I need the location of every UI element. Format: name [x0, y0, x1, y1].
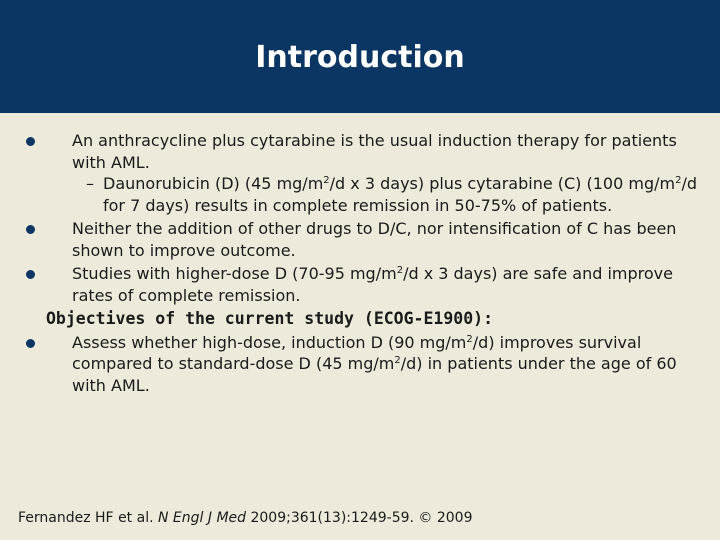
bullet-item [14, 332, 714, 397]
title-bar [0, 0, 720, 113]
bullet-dot-icon [26, 270, 35, 279]
bullet-text: Studies with higher-dose D (70-95 $mg/m^2/d$ x 3 days) are safe and improve rates of complete remission. [72, 264, 673, 305]
dash-icon: – [86, 174, 94, 193]
citation-details: 2009;361(13):1249-59. © 2009 [250, 510, 473, 526]
sub-bullet-text: Daunorubicin (D) (45 $mg/m^2/d$ x 3 days) plus cytarabine (C) (100 $mg/m^2/d$ for 7 days) results in complete remission in 50-75% of patients. [103, 174, 698, 215]
bullet-item [14, 130, 714, 173]
bullet-item [14, 218, 714, 261]
bullet-item [14, 263, 714, 306]
slide-body [14, 130, 714, 396]
bullet-dot-icon [26, 137, 35, 146]
citation [18, 510, 472, 526]
bullet-text: An anthracycline plus cytarabine is the usual induction therapy for patients with AML. [72, 131, 677, 172]
objectives-heading: Objectives of the current study (ECOG-E1900): [46, 309, 494, 328]
slide-title: Introduction [255, 40, 465, 75]
bullet-text: Assess whether high-dose, induction D (90 $mg/m^2/d$) improves survival compared to standard-dose D (45 $mg/m^2/d$) in patients under the age of 60 with AML. [72, 332, 677, 395]
bullet-text: Neither the addition of other drugs to D/C, nor intensification of C has been shown to improve outcome. [72, 219, 677, 260]
citation-journal: N Engl J Med [158, 510, 247, 526]
bullet-dot-icon [26, 225, 35, 234]
bullet-dot-icon [26, 339, 35, 348]
sub-bullet-item [14, 173, 714, 216]
citation-authors: Fernandez HF et al. [18, 510, 154, 526]
